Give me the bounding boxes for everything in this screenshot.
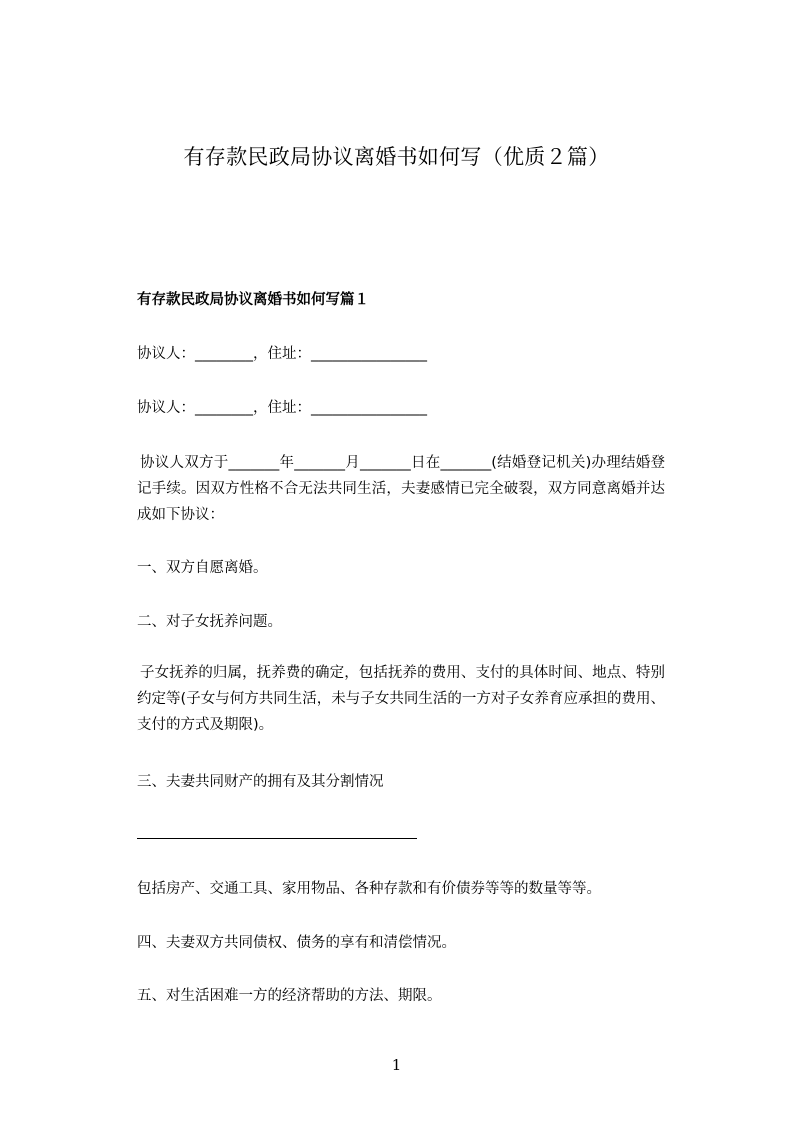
clause-3: 三、夫妻共同财产的拥有及其分割情况 [137,774,384,790]
party-line-2: 协议人：________，住址：________________ [137,400,427,416]
clause-1: 一、双方自愿离婚。 [137,560,268,576]
clause-3-detail: 包括房产、交通工具、家用物品、各种存款和有价债券等等的数量等等。 [137,881,601,897]
clause-2-detail: 子女抚养的归属，抚养费的确定，包括抚养的费用、支付的具体时间、地点、特别约定等(子女与何方共同生活，未与子女共同生活的一方对子女养育应承担的费用、支付的方式及期限)。 [137,665,665,733]
fill-in-blank-line [137,838,417,839]
document-title: 有存款民政局协议离婚书如何写（优质２篇） [183,145,610,169]
section-heading: 有存款民政局协议离婚书如何写篇１ [137,292,369,308]
clause-4: 四、夫妻双方共同债权、债务的享有和清偿情况。 [137,935,456,951]
page-number: 1 [391,1056,402,1074]
intro-paragraph: 协议人双方于_______年_______月_______日在_______(结婚登记机关)办理结婚登记手续。因双方性格不合无法共同生活，夫妻感情已完全破裂，双方同意离婚并达成如下协议： [137,455,665,523]
clause-2: 二、对子女抚养问题。 [137,614,282,630]
party-line-1: 协议人：________，住址：________________ [137,346,427,362]
clause-5: 五、对生活困难一方的经济帮助的方法、期限。 [137,988,442,1004]
